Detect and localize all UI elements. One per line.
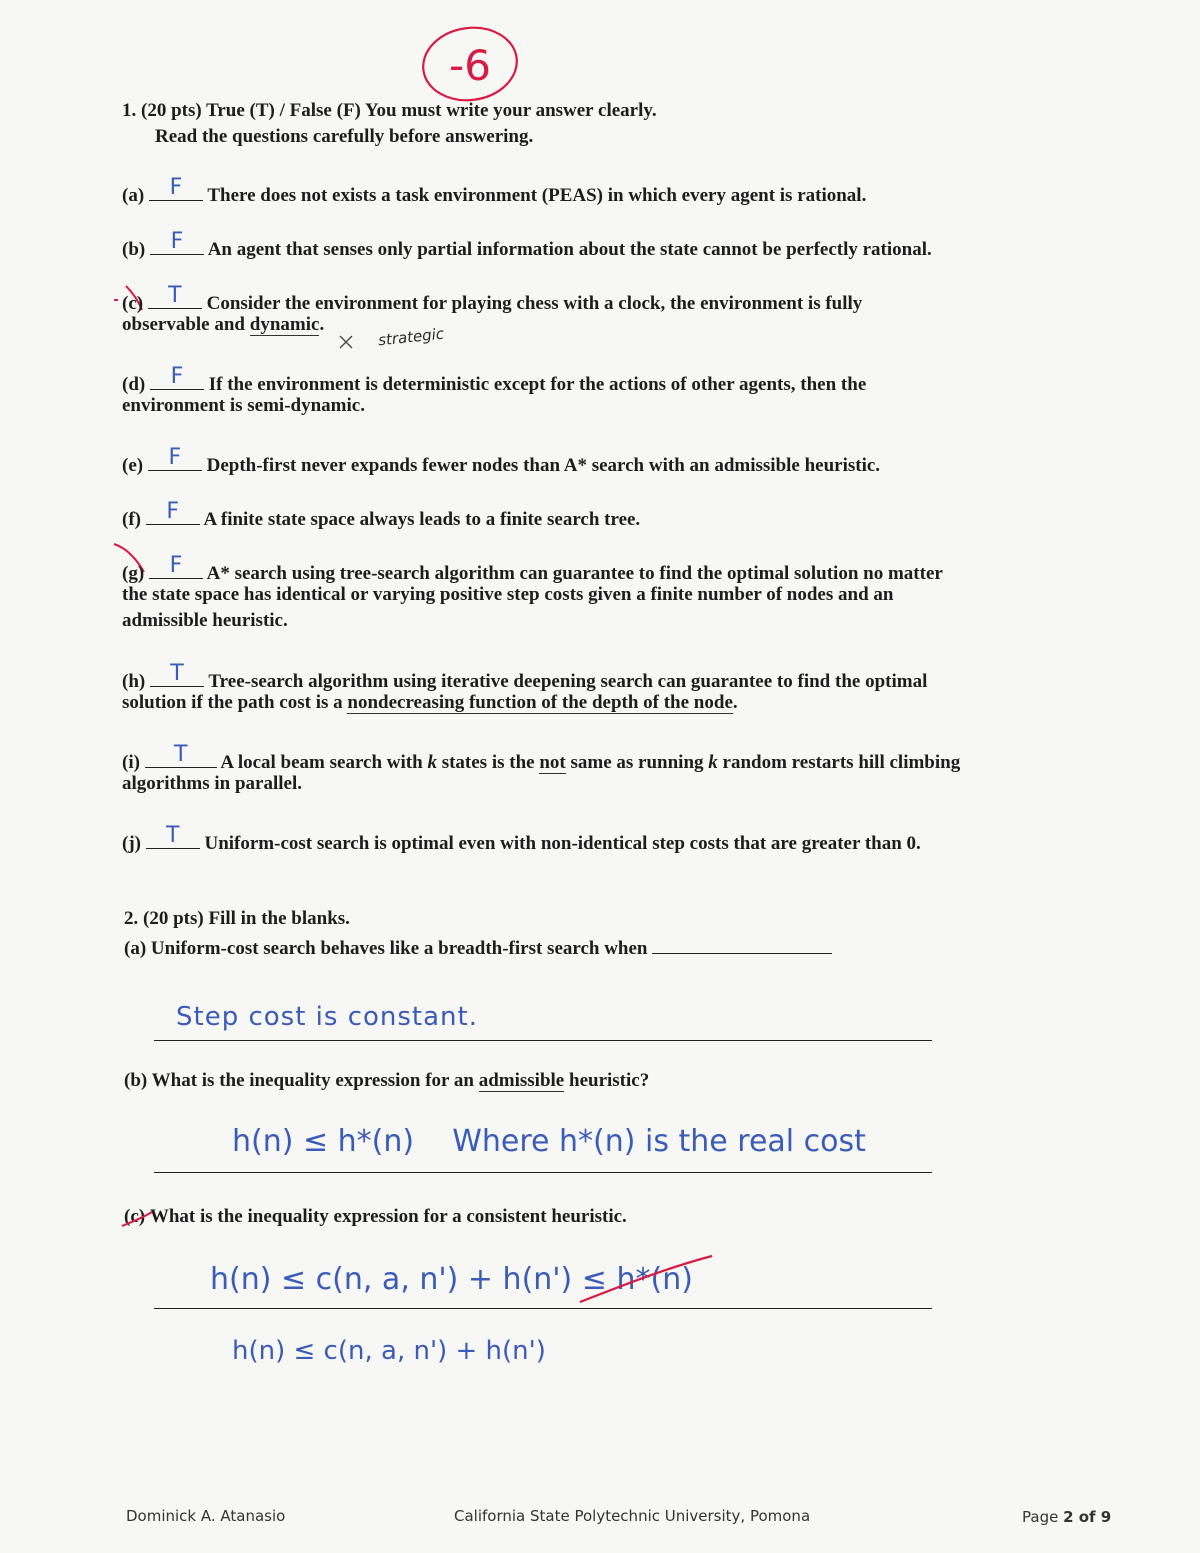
question-label: (f) xyxy=(122,509,141,530)
strike-mark xyxy=(576,1252,716,1308)
answer-text: h(n) ≤ c(n, a, n') + h(n') xyxy=(210,1262,573,1297)
section1-header-line1: 1. (20 pts) True (T) / False (F) You must write your answer clearly. xyxy=(122,100,657,121)
question-g-line3: admissible heuristic. xyxy=(122,610,288,631)
question-label: (g) xyxy=(122,563,145,584)
question-text: (a) Uniform-cost search behaves like a breadth-first search when xyxy=(124,938,648,959)
score-mark xyxy=(418,22,528,106)
question-text: There does not exists a task environment (PEAS) in which every agent is rational. xyxy=(207,185,867,206)
question-label: (h) xyxy=(122,671,146,692)
answer-blank[interactable] xyxy=(150,229,204,255)
answer-value: T xyxy=(173,742,188,767)
answer-blank[interactable] xyxy=(150,661,204,687)
question-text: solution if the path cost is a xyxy=(122,692,348,713)
question-text: . xyxy=(732,692,738,713)
question-text: . xyxy=(319,314,325,335)
question-text: (b) What is the inequality expression for an xyxy=(124,1070,479,1091)
question-text: Depth-first never expands fewer nodes than A* search with an admissible heuristic. xyxy=(206,455,881,476)
answer-value: F xyxy=(168,445,182,470)
handwritten-note: strategic xyxy=(377,324,445,350)
answer-blank[interactable] xyxy=(148,283,202,309)
answer-blank[interactable] xyxy=(652,933,832,954)
answer-blank[interactable] xyxy=(145,742,217,768)
question-text: states is the xyxy=(436,752,540,773)
fill-answer-a: Step cost is constant. xyxy=(176,1002,478,1032)
question-text: Uniform-cost search is optimal even with non-identical step costs that are greater than 0. xyxy=(204,833,921,854)
answer-blank[interactable] xyxy=(150,364,204,390)
question-label: (e) xyxy=(122,455,144,476)
section1-header-line2: Read the questions carefully before answering. xyxy=(155,126,534,147)
question-label: (j) xyxy=(122,833,141,854)
pencil-x-mark xyxy=(336,332,358,352)
fill-question-b xyxy=(124,1068,649,1094)
question-text: A finite state space always leads to a finite search tree. xyxy=(203,509,641,530)
question-d-line2: environment is semi-dynamic. xyxy=(122,395,365,416)
answer-value: T xyxy=(170,661,184,686)
question-label: (b) xyxy=(122,239,146,260)
page-total: of 9 xyxy=(1073,1508,1112,1526)
page-number: 2 xyxy=(1063,1508,1074,1526)
struck-text: ≤ h*(n) xyxy=(581,1262,693,1297)
question-h-line2 xyxy=(122,690,738,716)
question-label: (i) xyxy=(122,752,140,773)
underlined-word: admissible xyxy=(478,1070,565,1091)
fill-question-c xyxy=(124,1204,627,1230)
answer-blank[interactable] xyxy=(148,445,202,471)
page-prefix: Page xyxy=(1022,1508,1064,1526)
question-text: random restarts hill climbing xyxy=(717,752,961,773)
struck-answer xyxy=(582,1262,693,1297)
footer-university: California State Polytechnic University, Pomona xyxy=(454,1507,811,1525)
answer-value: T xyxy=(168,283,182,308)
question-text: If the environment is deterministic except for the actions of other agents, then the xyxy=(208,374,867,395)
question-label xyxy=(124,1206,150,1227)
answer-value: F xyxy=(166,499,180,524)
question-text: An agent that senses only partial information about the state cannot be perfectly rational. xyxy=(207,239,932,260)
question-label: (a) xyxy=(122,185,145,206)
answer-line[interactable] xyxy=(154,1308,932,1309)
fill-answer-b: h(n) ≤ h*(n) Where h*(n) is the real cost xyxy=(232,1124,866,1159)
question-text: k xyxy=(708,752,718,773)
question-a xyxy=(122,175,867,209)
answer-blank[interactable] xyxy=(149,175,203,201)
footer-author: Dominick A. Atanasio xyxy=(126,1507,286,1525)
question-f xyxy=(122,499,641,533)
answer-line[interactable] xyxy=(154,1172,932,1173)
question-text: same as running xyxy=(565,752,709,773)
underlined-word: dynamic xyxy=(249,314,320,335)
question-text: A local beam search with xyxy=(220,752,428,773)
answer-value: F xyxy=(169,175,183,200)
answer-value: T xyxy=(166,823,180,848)
underlined-phrase: nondecreasing function of the depth of the node xyxy=(347,692,733,713)
answer-blank[interactable] xyxy=(146,499,200,525)
question-j xyxy=(122,823,921,857)
question-c-line2 xyxy=(122,312,324,338)
question-text: heuristic? xyxy=(564,1070,650,1091)
score-text: -6 xyxy=(449,41,491,90)
question-text: k xyxy=(427,752,437,773)
question-label-text: (c) xyxy=(124,1206,146,1227)
question-text: observable and xyxy=(122,314,250,335)
question-g-line2: the state space has identical or varying positive step costs given a finite number of nodes and an xyxy=(122,584,894,605)
question-b xyxy=(122,229,932,263)
question-text: Tree-search algorithm using iterative deepening search can guarantee to find the optimal xyxy=(208,671,928,692)
answer-value: F xyxy=(170,364,184,389)
corrected-answer-c: h(n) ≤ c(n, a, n') + h(n') xyxy=(232,1336,546,1366)
fill-question-a xyxy=(124,933,832,962)
question-e xyxy=(122,445,881,479)
question-text: Consider the environment for playing chess with a clock, the environment is fully xyxy=(206,293,863,314)
answer-value: F xyxy=(170,229,184,254)
fill-answer-c xyxy=(210,1262,693,1297)
answer-blank[interactable] xyxy=(149,553,203,579)
section2-header: 2. (20 pts) Fill in the blanks. xyxy=(124,908,350,929)
question-text: What is the inequality expression for a consistent heuristic. xyxy=(149,1206,627,1227)
wrong-mark-c2 xyxy=(120,1210,154,1230)
answer-value: F xyxy=(169,553,183,578)
question-label: (d) xyxy=(122,374,146,395)
answer-line[interactable] xyxy=(154,1040,932,1041)
question-text: A* search using tree-search algorithm can guarantee to find the optimal solution no matter xyxy=(206,563,943,584)
question-label: (c) xyxy=(122,293,144,314)
answer-blank[interactable] xyxy=(146,823,200,849)
question-i-line2: algorithms in parallel. xyxy=(122,773,302,794)
underlined-word: not xyxy=(539,752,566,773)
footer-page xyxy=(1022,1508,1111,1526)
